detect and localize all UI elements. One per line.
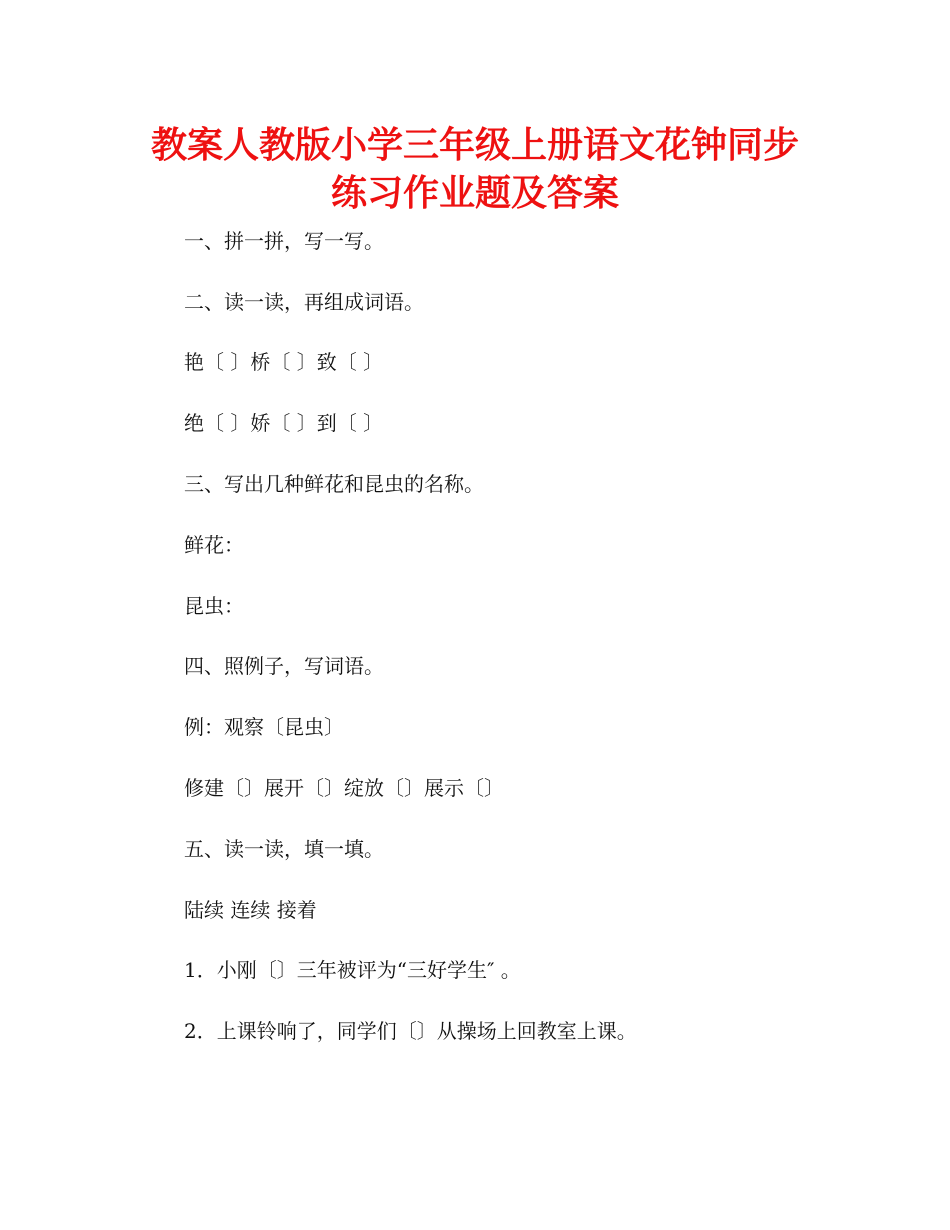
section-4-heading: 四、照例子，写词语。 [184,654,384,678]
insects-label: 昆虫： [184,594,244,618]
flowers-label: 鲜花： [184,533,244,557]
document-title-line-1: 教案人教版小学三年级上册语文花钟同步 [150,125,799,166]
section-1-heading: 一、拼一拼，写一写。 [184,229,384,253]
exercise-line-phrases: 修建〔〕展开〔〕绽放〔〕展示〔〕 [184,776,504,800]
section-2-heading: 二、读一读，再组成词语。 [184,290,424,314]
question-1: 1．小刚〔〕三年被评为“三好学生″ 。 [184,958,521,982]
exercise-line-words-2: 绝〔 〕娇〔 〕到〔 〕 [184,411,384,435]
word-bank: 陆续 连续 接着 [184,898,317,922]
document-title-line-2: 练习作业题及答案 [330,173,619,214]
question-2: 2．上课铃响了，同学们〔〕从操场上回教室上课。 [184,1019,637,1043]
exercise-line-words-1: 艳〔 〕桥〔 〕致〔 〕 [184,350,384,374]
example-line: 例：观察〔昆虫〕 [184,715,344,739]
section-3-heading: 三、写出几种鲜花和昆虫的名称。 [184,472,484,496]
section-5-heading: 五、读一读，填一填。 [184,837,384,861]
